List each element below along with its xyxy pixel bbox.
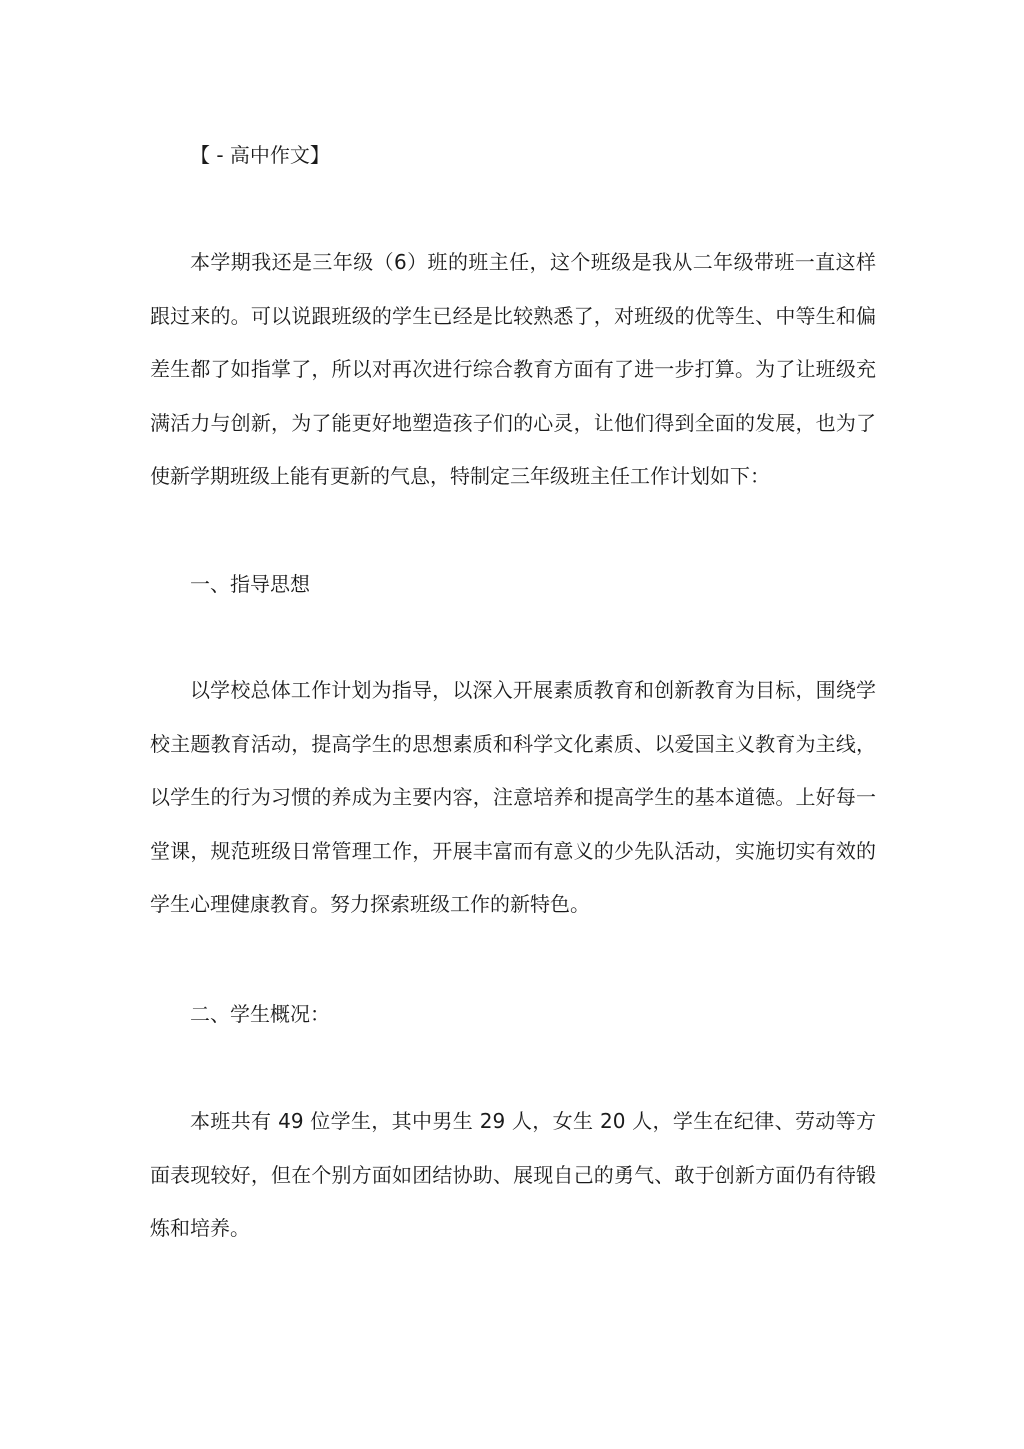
section-heading-student-overview: 二、学生概况： bbox=[190, 1002, 330, 1026]
section-body-guiding-ideology: 以学校总体工作计划为指导，以深入开展素质教育和创新教育为目标，围绕学校主题教育活动，提高学生的思想素质和科学文化素质、以爱国主义教育为主线，以学生的行为习惯的养成为主要内容，注意培养和提高学生的基本道德。上好每一堂课，规范班级日常管理工作，开展丰富而有意义的少先队活动，实施切实有效的学生心理健康教育。努力探索班级工作的新特色。 bbox=[150, 678, 876, 916]
section-body-student-overview: 本班共有 49 位学生，其中男生 29 人，女生 20 人，学生在纪律、劳动等方面表现较好，但在个别方面如团结协助、展现自己的勇气、敢于创新方面仍有待锻炼和培养。 bbox=[150, 1109, 876, 1240]
intro-paragraph: 本学期我还是三年级（6）班的班主任，这个班级是我从二年级带班一直这样跟过来的。可以说跟班级的学生已经是比较熟悉了，对班级的优等生、中等生和偏差生都了如指掌了，所以对再次进行综合教育方面有了进一步打算。为了让班级充满活力与创新，为了能更好地塑造孩子们的心灵，让他们得到全面的发展，也为了使新学期班级上能有更新的气息，特制定三年级班主任工作计划如下： bbox=[150, 250, 876, 488]
section-heading-guiding-ideology: 一、指导思想 bbox=[190, 572, 310, 596]
document-title: 【 - 高中作文】 bbox=[190, 143, 330, 167]
